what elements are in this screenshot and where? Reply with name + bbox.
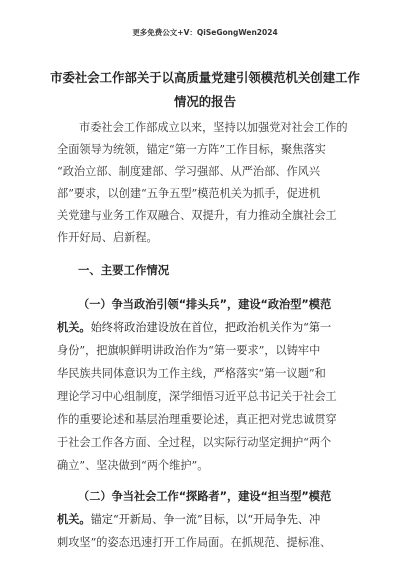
subsection-2-heading: （二）争当社会工作“探路者”，建设“担当型”模范 [78,490,332,503]
subsection-2-lead: 机关。 [57,513,91,526]
subsection-1-line-6: 作的重要论述和基层治理重要论述，真正把对党忠诚贯穿 [57,413,337,426]
subsection-2-line-2-text: 锚定“开新局、争一流”目标，以“开局争先、冲 [90,513,321,526]
subsection-1-line-4: 华民族共同体意识为工作主线，严格落实“第一议题”和 [57,367,326,380]
document-title-line-2: 情况的报告 [174,94,236,109]
intro-line-3: “政治立部、制度建部、学习强部、从严治部、作风兴 [57,165,321,178]
intro-line-2: 全面领导为统领，锚定“第一方阵”工作目标，聚焦落实 [57,143,326,156]
subsection-1-line-8: 确立”、坚决做到“两个维护”。 [57,459,209,472]
intro-line-6: 作开好局、启新程。 [57,231,158,244]
subsection-1-line-7: 于社会工作各方面、全过程，以实际行动坚定拥护“两个 [57,436,332,449]
subsection-1-line-2-text: 始终将政治建设放在首位，把政治机关作为“第一 [90,321,332,334]
header-note: 更多免费公文+V：QiSeGongWen2024 [132,28,278,37]
subsection-1-line-3: 身份”，把旗帜鲜明讲政治作为“第一要求”，以铸牢中 [57,344,321,357]
document-title-line-1: 市委社会工作部关于以高质量党建引领模范机关创建工作 [50,70,360,85]
intro-line-4: 部”要求，以创建“五争五型”模范机关为抓手，促进机 [57,187,321,200]
subsection-1-line-5: 理论学习中心组制度，深学细悟习近平总书记关于社会工 [57,390,337,403]
subsection-1-heading: （一）争当政治引领“排头兵”，建设“政治型”模范 [78,298,332,311]
subsection-1-line-2 [57,321,357,335]
section-heading-1: 一、主要工作情况 [78,263,170,277]
subsection-1-lead: 机关。 [57,321,91,334]
subsection-2-line-2 [57,513,357,527]
intro-line-1: 市委社会工作部成立以来，坚持以加强党对社会工作的 [79,121,348,134]
intro-line-5: 关党建与业务工作双融合、双提升，有力推动全旗社会工 [57,209,337,222]
subsection-2-line-3: 刺攻坚”的姿态迅速打开工作局面。在抓规范、提标准、 [57,536,332,549]
